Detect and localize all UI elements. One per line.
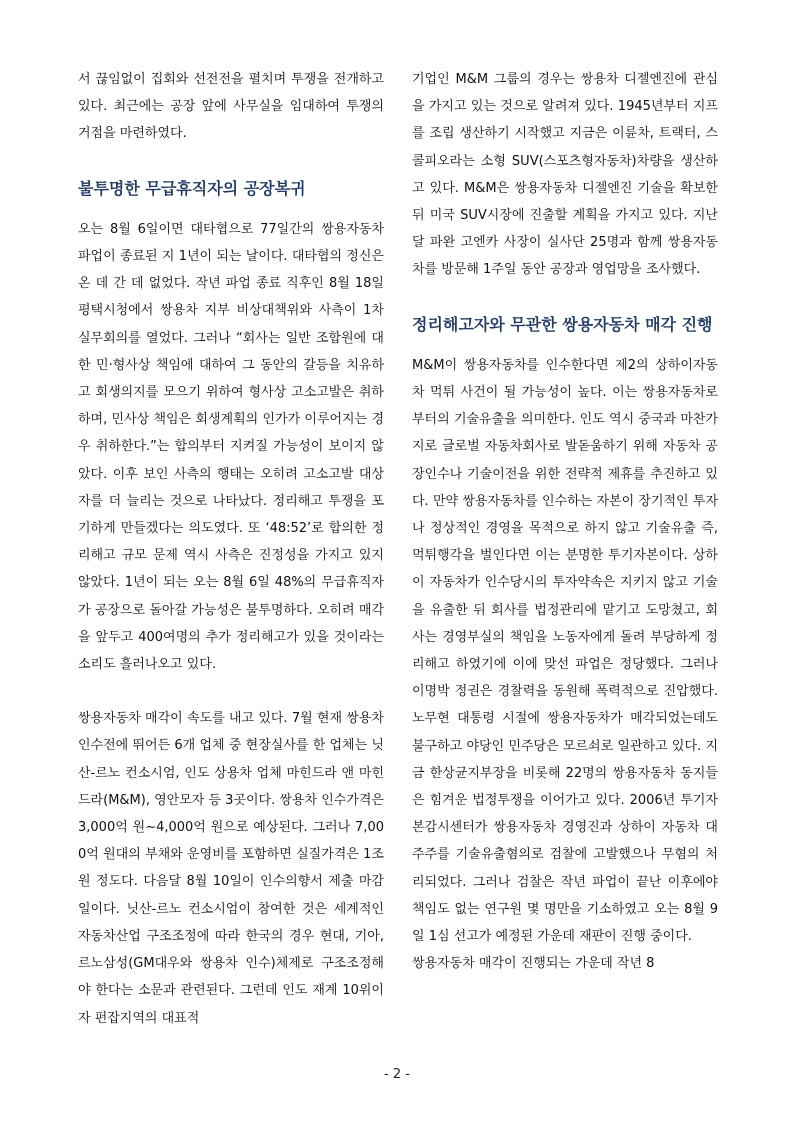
paragraph: 쌍용자동차 매각이 진행되는 가운데 작년 8: [412, 956, 655, 972]
right-column: [412, 66, 718, 978]
spacer: [78, 678, 384, 705]
spacer: [412, 284, 718, 311]
paragraph: 오는 8월 6일이면 대타협으로 77일간의 쌍용자동차 파업이 종료된 지 1년이 되는 날이다. 대타협의 정신은 온 데 간 데 없었다. 작년 파업 종료 직후인 8월 18일 평택시청에서 쌍용차 지부 비상대책위와 사측이 1차 실무회의를 열었다. 그러나 “회사는 일반 조합원에 대한 민·형사상 책임에 대하여 그 동안의 갈등을 치유하고 회생의지를 모으기 위하여 형사상 고소고발은 취하하며, 민사상 책임은 회생계획의 인가가 이루어지는 경우 취하한다.”는 합의부터 지켜질 가능성이 보이지 않았다. 이후 보인 사측의 행태는 오히려 고소고발 대상자를 더 늘리는 것으로 나타났다. 정리해고 투쟁을 포기하게 만들겠다는 의도였다. 또 ‘48:52’로 합의한 정리해고 규모 문제 역시 사측은 진정성을 가지고 있지 않았다. 1년이 되는 오는 8월 6일 48%의 무급휴직자가 공장으로 돌아갈 가능성은 불투명하다. 오히려 매각을 앞두고 400여명의 추가 정리해고가 있을 것이라는 소리도 흘러나오고 있다.: [78, 221, 384, 673]
section-heading-unpaid-leave: 불투명한 무급휴직자의 공장복귀: [78, 178, 306, 198]
spacer: [78, 202, 384, 216]
section-heading-sale: 정리해고자와 무관한 쌍용자동차 매각 진행: [412, 314, 713, 334]
paragraph-continued: 서 끊임없이 집회와 선전전을 펼치며 투쟁을 전개하고 있다. 최근에는 공장 앞에 사무실을 임대하여 투쟁의 거점을 마련하였다.: [78, 72, 384, 142]
page-number: - 2 -: [384, 1067, 410, 1082]
paragraph-continued: 기업인 M&M 그룹의 경우는 쌍용차 디젤엔진에 관심을 가지고 있는 것으로 알려져 있다. 1945년부터 지프를 조립 생산하기 시작했고 지금은 이륜차, 트랙터, 스콜피오라는 소형 SUV(스포츠형자동차)차량을 생산하고 있다. M&M은 쌍용자동차 디젤엔진 기술을 확보한 뒤 미국 SUV시장에 진출할 계획을 가지고 있다. 지난 달 파완 고엔카 사장이 실사단 25명과 함께 쌍용자동차를 방문해 1주일 동안 공장과 영업망을 조사했다.: [412, 72, 718, 278]
left-column: [78, 66, 384, 1032]
spacer: [78, 148, 384, 175]
paragraph: 쌍용자동차 매각이 속도를 내고 있다. 7월 현재 쌍용차 인수전에 뛰어든 6개 업체 중 현장실사를 한 업체는 닛산-르노 컨소시엄, 인도 상용차 업체 마힌드라 앤 마힌드라(M&M), 영안모자 등 3곳이다. 쌍용차 인수가격은 3,000억 원~4,000억 원으로 예상된다. 그러나 7,000억 원대의 부채와 운영비를 포함하면 실질가격은 1조원 정도다. 다음달 8월 10일이 인수의향서 제출 마감일이다. 닛산-르노 컨소시엄이 참여한 것은 세계적인 자동차산업 구조조정에 따라 한국의 경우 현대, 기아, 르노삼성(GM대우와 쌍용차 인수)체제로 구조조정해야 한다는 소문과 관련된다. 그런데 인도 재계 10위이자 펀잡지역의 대표적: [78, 711, 384, 1026]
paragraph: M&M이 쌍용자동차를 인수한다면 제2의 상하이자동차 먹튀 사건이 될 가능성이 높다. 이는 쌍용자동차로부터의 기술유출을 의미한다. 인도 역시 중국과 마찬가지로 글로벌 자동차회사로 발돋움하기 위해 자동차 공장인수나 기술이전을 위한 전략적 제휴를 추진하고 있다. 만약 쌍용자동차를 인수하는 자본이 장기적인 투자나 정상적인 경영을 목적으로 하지 않고 기술유출 즉, 먹튀행각을 벌인다면 이는 분명한 투기자본이다. 상하이 자동차가 인수당시의 투자약속은 지키지 않고 기술을 유출한 뒤 회사를 법정관리에 맡기고 도망쳤고, 회사는 경영부실의 책임을 노동자에게 돌려 부당하게 정리해고 하였기에 이에 맞선 파업은 정당했다. 그러나 이명박 정권은 경찰력을 동원해 폭력적으로 진압했다. 노무현 대통령 시절에 쌍용자동차가 매각되었는데도 불구하고 야당인 민주당은 모르쇠로 일관하고 있다. 지금 한상균지부장을 비롯해 22명의 쌍용자동차 동지들은 힘겨운 법정투쟁을 이어가고 있다. 2006년 투기자본감시센터가 쌍용자동차 경영진과 상하이 자동차 대주주를 기술유출혐의로 검찰에 고발했으나 무혐의 처리되었다. 그러나 검찰은 작년 파업이 끝난 이후에야 책임도 없는 연구원 몇 명만을 기소하였고 오는 8월 9일 1심 선고가 예정된 가운데 재판이 진행 중이다.: [412, 357, 718, 945]
spacer: [412, 338, 718, 352]
